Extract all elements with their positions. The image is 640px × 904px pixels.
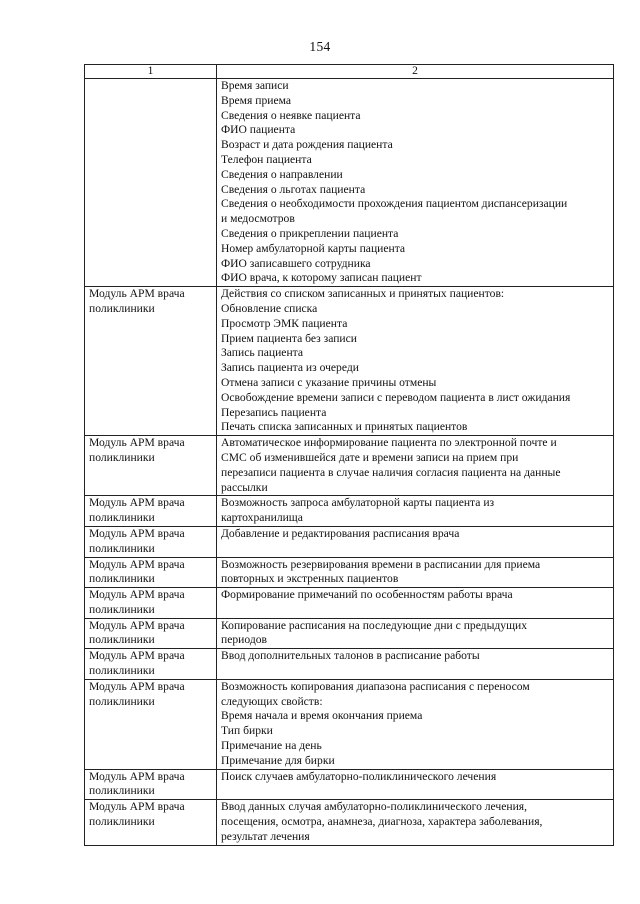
requirements-table (84, 64, 614, 846)
function-line: Автоматическое информирование пациента по электронной почте и (221, 436, 557, 450)
module-name-line: поликлиники (89, 301, 155, 315)
module-name-line: поликлиники (89, 541, 155, 555)
function-line: посещения, осмотра, анамнеза, диагноза, характера заболевания, (221, 815, 543, 829)
function-line: Запись пациента (221, 346, 304, 360)
function-line: Время приема (221, 93, 291, 107)
function-cell (217, 800, 614, 845)
function-cell (217, 287, 614, 436)
table-row (85, 800, 614, 845)
function-line: Номер амбулаторной карты пациента (221, 241, 406, 255)
function-line: Печать списка записанных и принятых пациентов (221, 420, 468, 434)
module-name-line: Модуль АРМ врача (89, 769, 185, 783)
table-row (85, 526, 614, 557)
module-name-line: поликлиники (89, 784, 155, 798)
module-cell (85, 679, 217, 769)
function-line: Добавление и редактирования расписания врача (221, 526, 460, 540)
table-row (85, 287, 614, 436)
function-cell (217, 79, 614, 287)
function-line: Время записи (221, 79, 289, 92)
function-line: ФИО врача, к которому записан пациент (221, 271, 422, 285)
function-line: Сведения о направлении (221, 167, 343, 181)
module-cell (85, 496, 217, 527)
function-line: Формирование примечаний по особенностям работы врача (221, 588, 513, 602)
module-cell (85, 79, 217, 287)
function-cell (217, 496, 614, 527)
module-cell (85, 618, 217, 649)
function-line: повторных и экстренных пациентов (221, 572, 399, 586)
function-line: Телефон пациента (221, 152, 312, 166)
module-name-line: Модуль АРМ врача (89, 618, 185, 632)
function-line: Ввод данных случая амбулаторно-поликлинического лечения, (221, 800, 528, 814)
function-line: Просмотр ЭМК пациента (221, 316, 348, 330)
function-cell (217, 649, 614, 680)
function-line: Примечание для бирки (221, 753, 335, 767)
module-name-line: Модуль АРМ врача (89, 588, 185, 602)
module-name-line: поликлиники (89, 664, 155, 678)
module-name-line: поликлиники (89, 602, 155, 616)
function-cell (217, 557, 614, 588)
function-cell (217, 618, 614, 649)
table-row (85, 436, 614, 496)
module-name-line: Модуль АРМ врача (89, 557, 185, 571)
function-line: Прием пациента без записи (221, 331, 357, 345)
function-line: периодов (221, 633, 267, 647)
page-number: 154 (309, 39, 331, 54)
table-body (85, 79, 614, 846)
function-line: следующих свойств: (221, 694, 323, 708)
function-line: Сведения о льготах пациента (221, 182, 366, 196)
module-name-line: поликлиники (89, 694, 155, 708)
module-cell (85, 588, 217, 619)
table-row (85, 769, 614, 800)
function-line: Примечание на день (221, 739, 322, 753)
function-line: картохранилища (221, 511, 303, 525)
function-line: Обновление списка (221, 301, 318, 315)
module-name-line: Модуль АРМ врача (89, 679, 185, 693)
table-row (85, 79, 614, 287)
function-line: Сведения о необходимости прохождения пациентом диспансеризации (221, 197, 568, 211)
module-cell (85, 557, 217, 588)
table-row (85, 557, 614, 588)
function-line: ФИО пациента (221, 123, 296, 137)
module-cell (85, 436, 217, 496)
function-cell (217, 436, 614, 496)
function-line: Возможность резервирования времени в расписании для приема (221, 557, 541, 571)
function-line: Действия со списком записанных и принятых пациентов: (221, 287, 505, 301)
module-name-line: Модуль АРМ врача (89, 287, 185, 301)
table-row (85, 618, 614, 649)
table-row (85, 496, 614, 527)
function-line: Перезапись пациента (221, 405, 327, 419)
module-cell (85, 287, 217, 436)
module-name-line: Модуль АРМ врача (89, 436, 185, 450)
function-line: перезаписи пациента в случае наличия согласия пациента на данные (221, 465, 561, 479)
function-line: Отмена записи с указание причины отмены (221, 375, 437, 389)
module-cell (85, 800, 217, 845)
table-row (85, 588, 614, 619)
function-line: Ввод дополнительных талонов в расписание работы (221, 649, 480, 663)
function-line: Сведения о прикреплении пациента (221, 226, 399, 240)
column-header-1: 1 (85, 65, 217, 79)
module-name-line: поликлиники (89, 815, 155, 829)
function-line: Запись пациента из очереди (221, 361, 359, 375)
module-cell (85, 769, 217, 800)
function-line: Поиск случаев амбулаторно-поликлинического лечения (221, 769, 497, 783)
function-line: результат лечения (221, 829, 310, 843)
function-line: Сведения о неявке пациента (221, 108, 361, 122)
function-cell (217, 526, 614, 557)
function-line: СМС об изменившейся дате и времени записи на прием при (221, 450, 519, 464)
function-line: Копирование расписания на последующие дни с предыдущих (221, 618, 527, 632)
module-name-line: Модуль АРМ врача (89, 649, 185, 663)
table-row (85, 679, 614, 769)
function-cell (217, 769, 614, 800)
function-line: Освобождение времени записи с переводом пациента в лист ожидания (221, 390, 571, 404)
function-line: и медосмотров (221, 212, 295, 226)
function-line: ФИО записавшего сотрудника (221, 256, 371, 270)
function-line: рассылки (221, 480, 268, 494)
module-name-line: поликлиники (89, 633, 155, 647)
table-header-row (85, 65, 614, 79)
module-name-line: поликлиники (89, 511, 155, 525)
module-name-line: Модуль АРМ врача (89, 496, 185, 510)
module-name-line: Модуль АРМ врача (89, 526, 185, 540)
function-line: Возможность копирования диапазона расписания с переносом (221, 679, 530, 693)
module-cell (85, 526, 217, 557)
table-row (85, 649, 614, 680)
function-line: Возможность запроса амбулаторной карты пациента из (221, 496, 495, 510)
function-line: Время начала и время окончания приема (221, 709, 423, 723)
function-line: Тип бирки (221, 724, 273, 738)
function-cell (217, 588, 614, 619)
function-cell (217, 679, 614, 769)
module-name-line: Модуль АРМ врача (89, 800, 185, 814)
column-header-2: 2 (217, 65, 614, 79)
function-line: Возраст и дата рождения пациента (221, 138, 393, 152)
module-name-line: поликлиники (89, 450, 155, 464)
module-cell (85, 649, 217, 680)
module-name-line: поликлиники (89, 572, 155, 586)
